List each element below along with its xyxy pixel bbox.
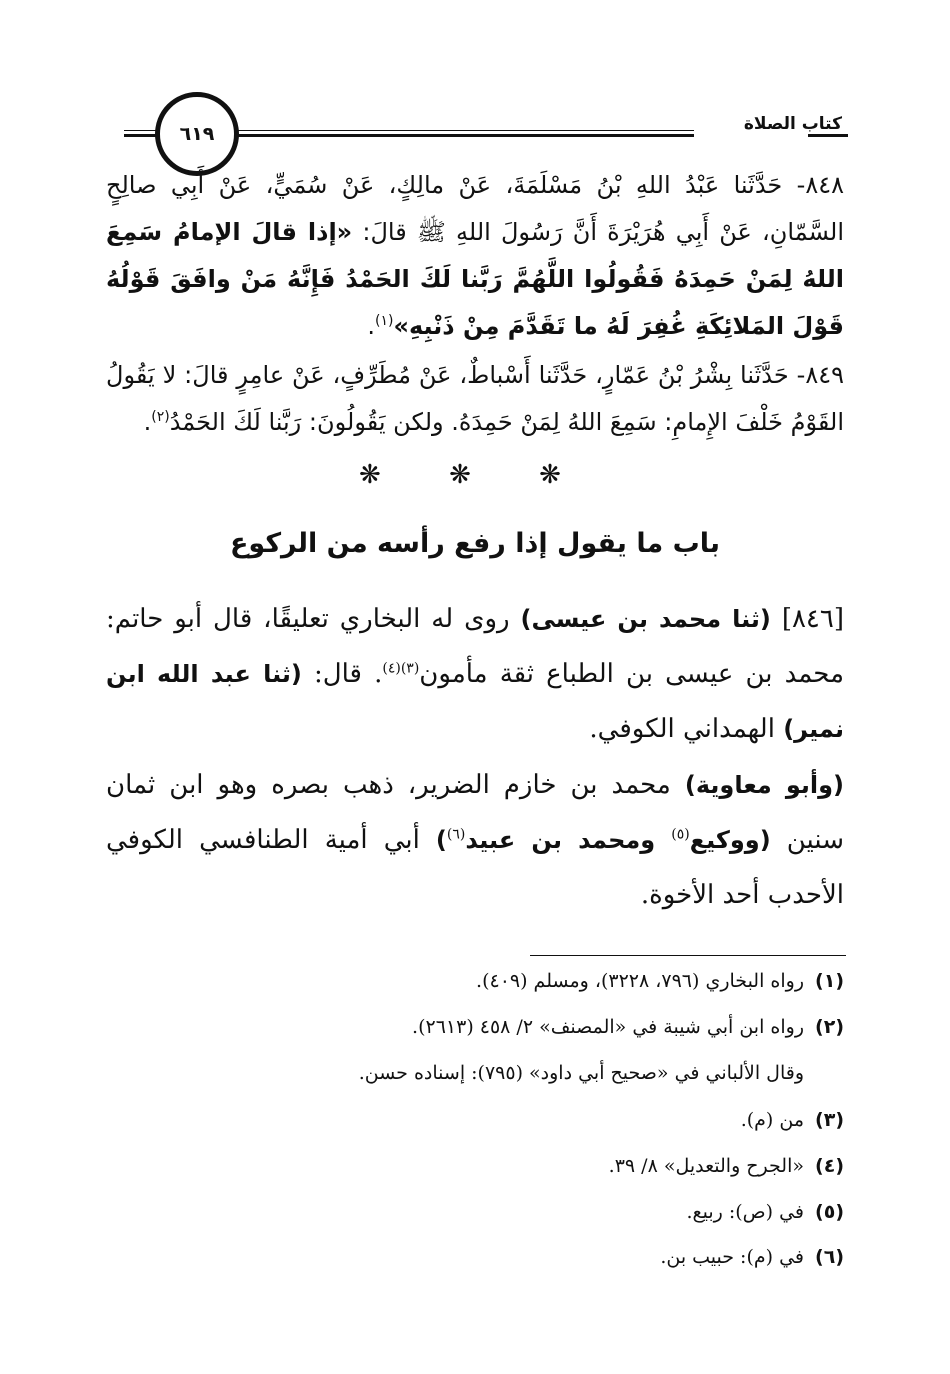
- footnote-3: [104, 1107, 844, 1133]
- footnote-5: [104, 1199, 844, 1225]
- footnote-text: في (م): حبيب بن.: [660, 1246, 804, 1268]
- commentary-paragraph-2: [106, 758, 844, 923]
- footnote-number: (٢): [815, 1016, 844, 1038]
- footnote-number: (٣): [815, 1109, 844, 1131]
- footnote-text: من (م).: [740, 1109, 804, 1131]
- hadith-848: [106, 162, 844, 350]
- hadith-number: ٨٤٨-: [796, 171, 844, 199]
- hadith-end: .: [367, 312, 375, 340]
- footnote-ref[interactable]: (٣)(٤): [382, 660, 420, 677]
- footnote-6: [104, 1244, 844, 1270]
- commentary-text: روى له البخاري تعليقًا، قال أبو حاتم: محمد بن عيسى بن الطباع ثقة مأمون: [106, 604, 844, 689]
- footnote-2-continued: [64, 1060, 804, 1086]
- header-rule-right: [808, 134, 848, 137]
- footnote-2: [104, 1014, 844, 1040]
- footnote-number: (٤): [815, 1155, 844, 1177]
- hadith-isnad: حَدَّثَنا عَبْدُ اللهِ بْنُ مَسْلَمَةَ، عَنْ مالِكٍ، عَنْ سُمَيٍّ، عَنْ أَبِي صالِحٍ السَّمّانِ، عَنْ أَبِي هُرَيْرَةَ أَنَّ رَسُولَ اللهِ ﷺ قالَ:: [106, 171, 844, 246]
- header-rule-left: [124, 134, 158, 137]
- commentary-text: . قال:: [313, 659, 383, 689]
- commentary-text: محمد بن خازم الضرير، ذهب بصره وهو ابن ثمان سنين: [106, 770, 845, 855]
- hadith-text: حَدَّثَنا بِشْرُ بْنُ عَمّارٍ، حَدَّثَنا أَسْباطٌ، عَنْ مُطَرِّفٍ، عَنْ عامِرٍ قالَ: لا يَقُولُ القَوْمُ خَلْفَ الإِمامِ: سَمِعَ اللهُ لِمَنْ حَمِدَهُ. ولكن يَقُولُونَ: رَبَّنا لَكَ الحَمْدُ: [106, 361, 844, 436]
- hadith-849: [106, 352, 844, 446]
- footnote-number: (٦): [815, 1246, 844, 1268]
- footnote-number: (١): [815, 970, 844, 992]
- narrator-close: ): [435, 826, 447, 854]
- footnote-4: [104, 1153, 844, 1179]
- footnote-1: [104, 968, 844, 994]
- footnote-text: «الجرح والتعديل» ٨/ ٣٩.: [608, 1155, 804, 1177]
- footnote-ref[interactable]: (١): [374, 313, 394, 329]
- narrator-name: (ثنا محمد بن عيسى): [520, 605, 771, 633]
- narrator-name: (ووكيع: [689, 826, 771, 854]
- chapter-title: باب ما يقول إذا رفع رأسه من الركوع: [229, 528, 721, 559]
- section-separator: ❋ ❋ ❋: [359, 460, 591, 490]
- footnote-text: رواه ابن أبي شيبة في «المصنف» ٢/ ٤٥٨ (٢٦١٣).: [412, 1016, 804, 1038]
- header-rule-left-thin: [124, 130, 158, 131]
- header-rule-thick: [238, 134, 694, 137]
- running-header-title: كتاب الصلاة: [743, 114, 842, 134]
- footnote-ref[interactable]: (٥): [671, 826, 690, 843]
- footnote-separator: [530, 955, 846, 956]
- commentary-text: أبي أمية الطنافسي الكوفي الأحدب أحد الأخوة.: [106, 825, 844, 910]
- header-rule-thin: [238, 130, 694, 131]
- footnote-text: في (ص): ربيع.: [686, 1201, 804, 1223]
- hadith-end: .: [143, 408, 152, 436]
- footnote-text: رواه البخاري (٧٩٦، ٣٢٢٨)، ومسلم (٤٠٩).: [476, 970, 804, 992]
- commentary-number: [٨٤٦]: [781, 604, 845, 634]
- narrator-name: ومحمد بن عبيد: [465, 826, 656, 854]
- commentary-text: الهمداني الكوفي.: [589, 714, 775, 744]
- commentary-paragraph-1: [106, 592, 844, 757]
- footnote-text: وقال الألباني في «صحيح أبي داود» (٧٩٥): إسناده حسن.: [358, 1062, 804, 1084]
- hadith-matn: «إذا قالَ الإمامُ سَمِعَ اللهُ لِمَنْ حَمِدَهُ فَقُولُوا اللَّهُمَّ رَبَّنا لَكَ الحَمْدُ فَإِنَّهُ مَنْ وافَقَ قَوْلُهُ قَوْلَ المَلائِكَةِ غُفِرَ لَهُ ما تَقَدَّمَ مِنْ ذَنْبِهِ»: [106, 218, 844, 340]
- narrator-name: (ثنا عبد الله ابن نمير): [106, 660, 844, 743]
- footnote-ref[interactable]: (٦): [446, 826, 466, 843]
- footnote-number: (٥): [815, 1201, 844, 1223]
- hadith-number: ٨٤٩-: [796, 361, 844, 389]
- page-number-text: ٦١٩: [179, 123, 215, 145]
- narrator-name: (وأبو معاوية): [684, 771, 845, 799]
- footnote-ref[interactable]: (٢): [151, 409, 170, 425]
